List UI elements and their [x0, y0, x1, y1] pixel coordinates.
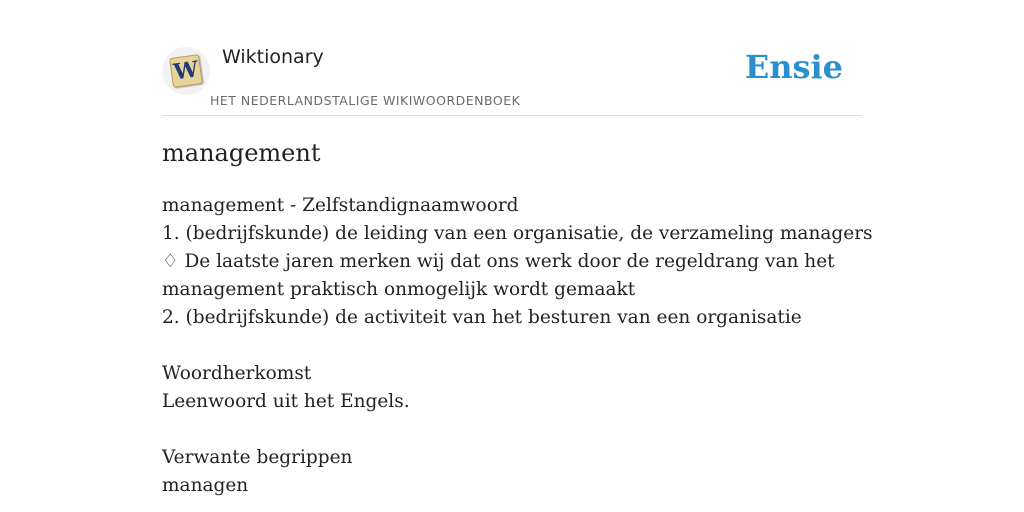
related-term[interactable]: managen [162, 475, 249, 496]
example-line-2: management praktisch onmogelijk wordt gemaakt [162, 279, 636, 300]
site-tagline: HET NEDERLANDSTALIGE WIKIWOORDENBOEK [210, 93, 521, 108]
header-divider [162, 115, 862, 116]
site-name[interactable]: Wiktionary [222, 46, 324, 68]
ensie-logo[interactable]: Ensie [744, 48, 843, 86]
definition-1: 1. (bedrijfskunde) de leiding van een organisatie, de verzameling managers [162, 223, 873, 244]
etymology-text: Leenwoord uit het Engels. [162, 391, 410, 412]
logo-tile-icon: W [169, 54, 203, 88]
etymology-heading: Woordherkomst [162, 363, 312, 384]
page-title: management [162, 139, 321, 167]
wiktionary-logo[interactable] [162, 47, 210, 95]
example-line-1: ♢ De laatste jaren merken wij dat ons werk door de regeldrang van het [162, 251, 835, 272]
related-heading: Verwante begrippen [162, 447, 353, 468]
spacer [162, 416, 862, 444]
word-class-line: management - Zelfstandignaamwoord [162, 195, 519, 216]
entry-content [162, 192, 873, 500]
definition-2: 2. (bedrijfskunde) de activiteit van het besturen van een organisatie [162, 307, 802, 328]
spacer [162, 332, 862, 360]
